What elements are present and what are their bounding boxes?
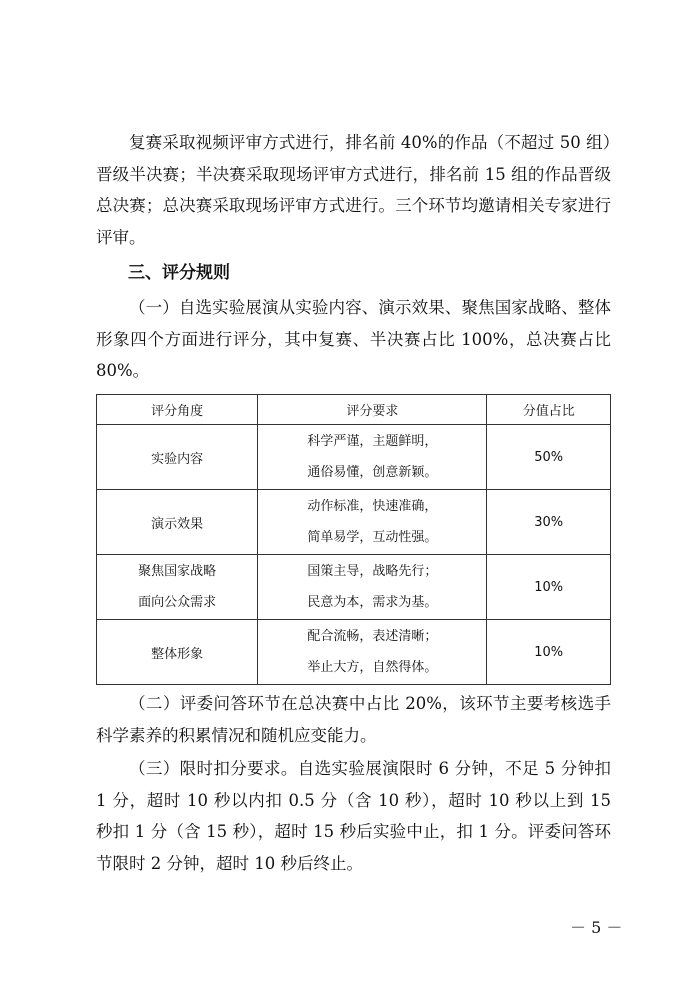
section-heading-scoring-rules: 三、评分规则	[128, 263, 230, 283]
cell-score: 10%	[487, 555, 611, 620]
paragraph-scoring-dimensions: （一）自选实验展演从实验内容、演示效果、聚焦国家战略、整体形象四个方面进行评分，其中复赛、半决赛占比 100%，总决赛占比 80%。	[96, 298, 611, 380]
cell-score: 30%	[487, 490, 611, 555]
cell-score: 10%	[487, 620, 611, 685]
cell-requirements: 动作标准，快速准确， 简单易学，互动性强。	[258, 490, 487, 555]
header-score-share: 分值占比	[487, 395, 611, 425]
cell-angle: 聚焦国家战略 面向公众需求	[97, 555, 258, 620]
cell-angle: 整体形象	[97, 620, 258, 685]
cell-requirements: 科学严谨，主题鲜明， 通俗易懂，创意新颖。	[258, 425, 487, 490]
paragraph-review-process: 复赛采取视频评审方式进行，排名前 40%的作品（不超过 50 组）晋级半决赛；半决赛采取现场评审方式进行，排名前 15 组的作品晋级总决赛；总决赛采取现场评审方式进行。三个环节均邀请相关专家进行评审。	[96, 133, 611, 247]
scoring-table	[96, 394, 611, 685]
header-scoring-angle: 评分角度	[97, 395, 258, 425]
table-row	[97, 425, 611, 490]
table-header-row	[97, 395, 611, 425]
cell-score: 50%	[487, 425, 611, 490]
header-scoring-requirements: 评分要求	[258, 395, 487, 425]
cell-angle: 实验内容	[97, 425, 258, 490]
table-row	[97, 555, 611, 620]
paragraph-time-penalties: （三）限时扣分要求。自选实验展演限时 6 分钟，不足 5 分钟扣 1 分，超时 10 秒以内扣 0.5 分（含 10 秒），超时 10 秒以上到 15 秒扣 1 分（含 15 秒），超时 15 秒后实验中止，扣 1 分。评委问答环节限时 2 分钟，超时 10 秒后终止。	[96, 759, 611, 873]
paragraph-qa-session: （二）评委问答环节在总决赛中占比 20%，该环节主要考核选手科学素养的积累情况和随机应变能力。	[96, 694, 611, 745]
table-row	[97, 620, 611, 685]
table-row	[97, 490, 611, 555]
cell-requirements: 国策主导，战略先行； 民意为本，需求为基。	[258, 555, 487, 620]
page-number: － 5 －	[570, 918, 623, 937]
cell-requirements: 配合流畅，表述清晰； 举止大方，自然得体。	[258, 620, 487, 685]
cell-angle: 演示效果	[97, 490, 258, 555]
